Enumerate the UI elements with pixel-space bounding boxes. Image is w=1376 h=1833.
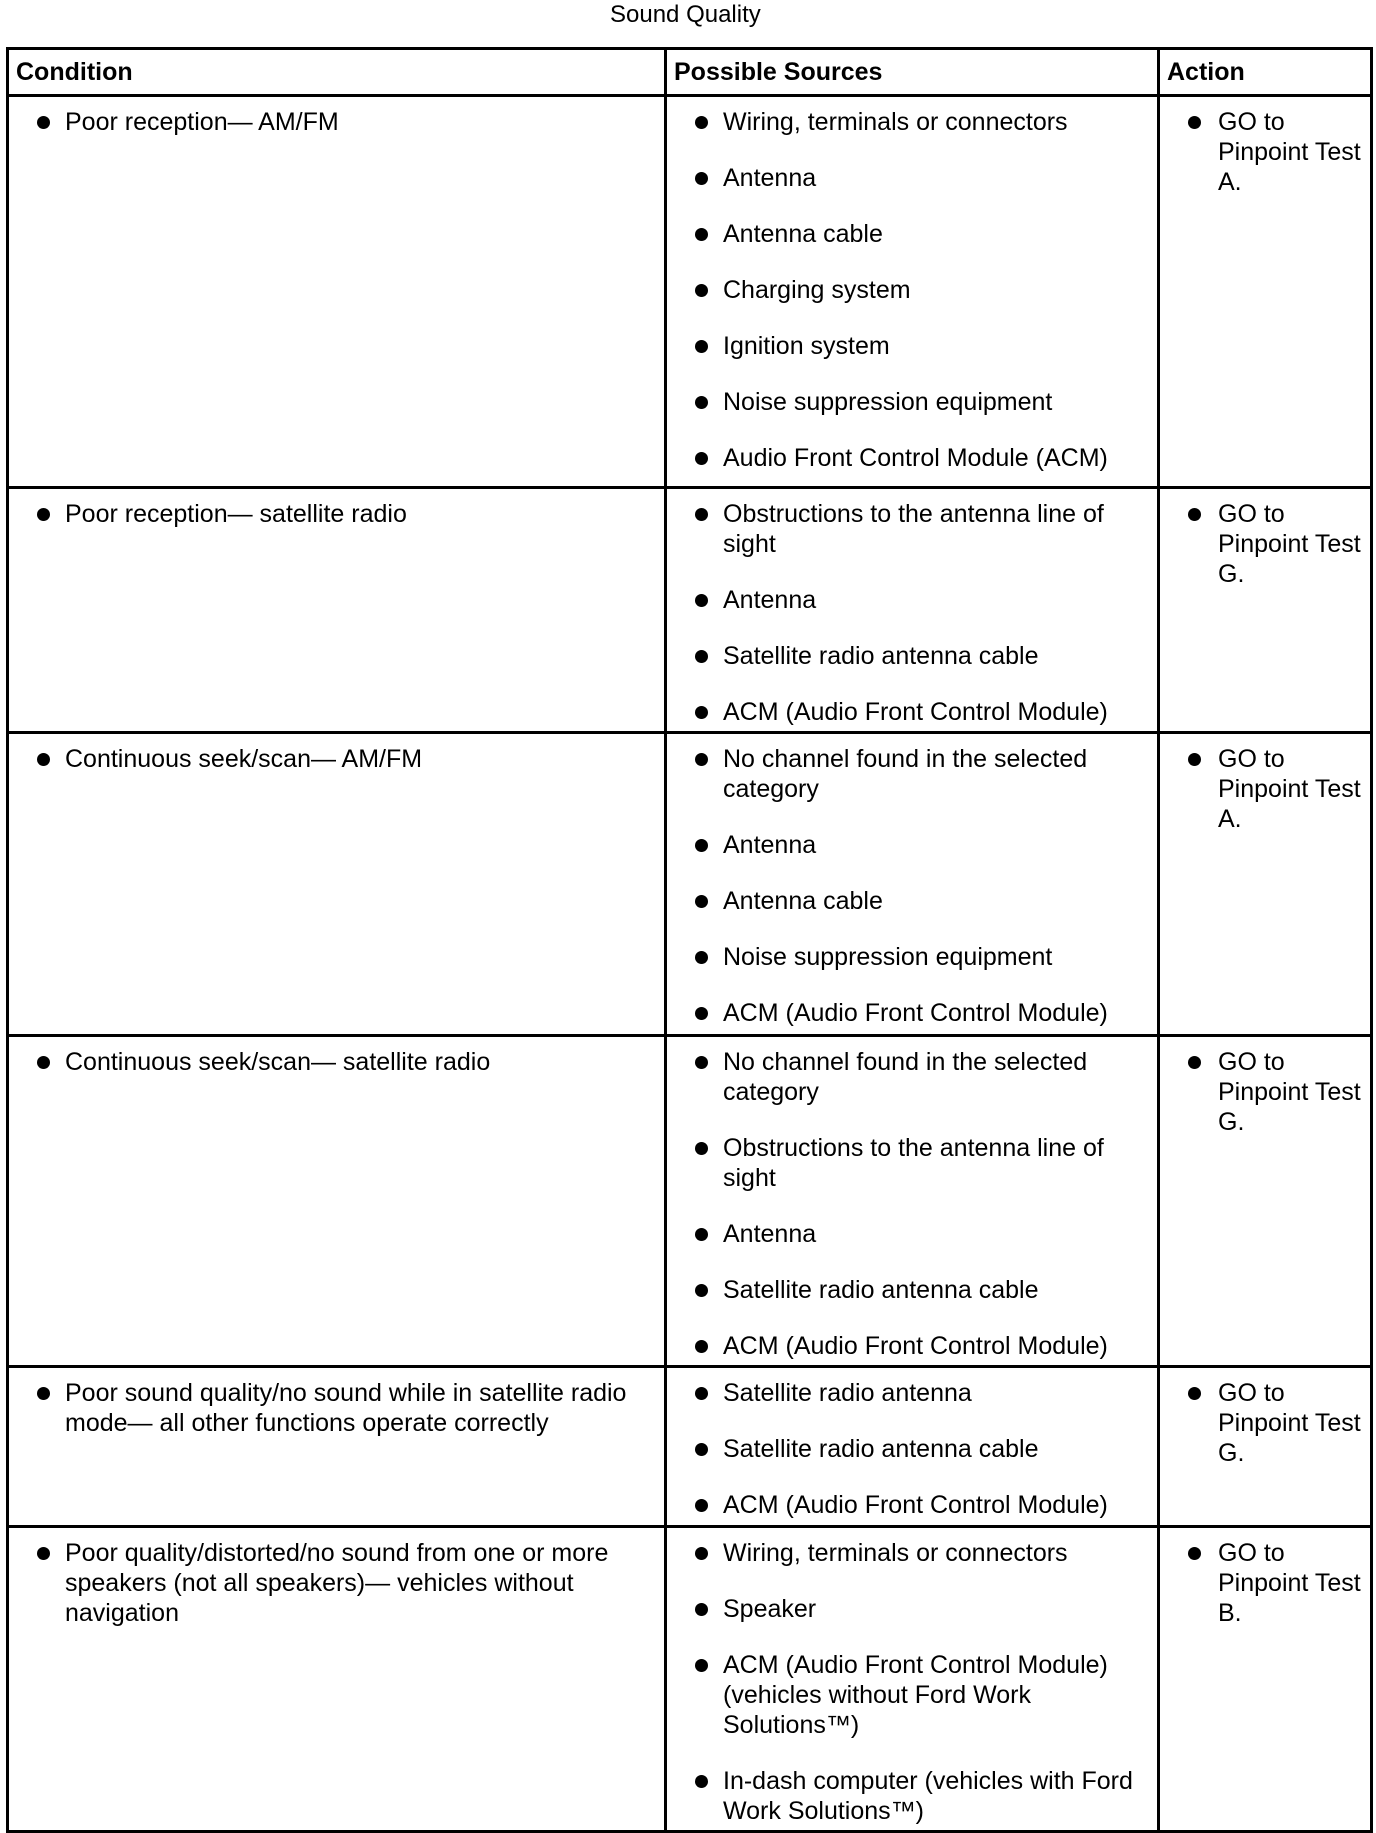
- condition-list: [9, 107, 656, 137]
- condition-text: Poor reception— AM/FM: [9, 107, 656, 137]
- possible-sources-list: [667, 107, 1149, 473]
- table-row: [8, 1527, 1372, 1832]
- possible-sources-list: [667, 744, 1149, 1028]
- condition-list: [9, 1378, 656, 1438]
- table-row: [8, 1367, 1372, 1527]
- header-action: Action: [1159, 49, 1372, 96]
- condition-cell: [8, 733, 666, 1036]
- table-row: [8, 488, 1372, 733]
- condition-cell: [8, 1527, 666, 1832]
- possible-source-item: ACM (Audio Front Control Module): [667, 1331, 1149, 1361]
- condition-list: [9, 1538, 656, 1628]
- possible-source-item: Wiring, terminals or connectors: [667, 107, 1149, 137]
- condition-list: [9, 744, 656, 774]
- action-list: [1160, 1378, 1362, 1468]
- possible-source-item: Antenna: [667, 585, 1149, 615]
- condition-text: Continuous seek/scan— satellite radio: [9, 1047, 656, 1077]
- action-cell: [1159, 1367, 1372, 1527]
- condition-cell: [8, 1036, 666, 1367]
- table-row: [8, 733, 1372, 1036]
- possible-source-item: In-dash computer (vehicles with Ford Work Solutions™): [667, 1766, 1149, 1826]
- table-row: [8, 96, 1372, 488]
- possible-sources-cell: [666, 96, 1159, 488]
- header-possible-sources: Possible Sources: [666, 49, 1159, 96]
- possible-source-item: No channel found in the selected category: [667, 744, 1149, 804]
- condition-text: Poor sound quality/no sound while in satellite radio mode— all other functions operate correctly: [9, 1378, 656, 1438]
- possible-sources-list: [667, 1538, 1149, 1826]
- possible-sources-cell: [666, 1527, 1159, 1832]
- possible-sources-cell: [666, 1036, 1159, 1367]
- possible-source-item: Noise suppression equipment: [667, 387, 1149, 417]
- possible-source-item: Obstructions to the antenna line of sight: [667, 499, 1149, 559]
- possible-source-item: Antenna: [667, 830, 1149, 860]
- action-text: GO to Pinpoint Test A.: [1160, 107, 1362, 197]
- possible-source-item: No channel found in the selected category: [667, 1047, 1149, 1107]
- action-text: GO to Pinpoint Test B.: [1160, 1538, 1362, 1628]
- possible-source-item: Charging system: [667, 275, 1149, 305]
- possible-source-item: Antenna: [667, 1219, 1149, 1249]
- action-list: [1160, 1538, 1362, 1628]
- action-cell: [1159, 96, 1372, 488]
- possible-source-item: Audio Front Control Module (ACM): [667, 443, 1149, 473]
- condition-cell: [8, 488, 666, 733]
- action-cell: [1159, 1527, 1372, 1832]
- action-list: [1160, 1047, 1362, 1137]
- condition-text: Continuous seek/scan— AM/FM: [9, 744, 656, 774]
- action-cell: [1159, 488, 1372, 733]
- possible-source-item: Satellite radio antenna cable: [667, 641, 1149, 671]
- possible-sources-cell: [666, 488, 1159, 733]
- possible-source-item: Antenna cable: [667, 219, 1149, 249]
- table-row: [8, 1036, 1372, 1367]
- table-header-row: [8, 49, 1372, 96]
- possible-source-item: Satellite radio antenna cable: [667, 1275, 1149, 1305]
- action-text: GO to Pinpoint Test G.: [1160, 499, 1362, 589]
- condition-list: [9, 499, 656, 529]
- sound-quality-table: [6, 47, 1373, 1833]
- possible-source-item: Satellite radio antenna cable: [667, 1434, 1149, 1464]
- action-list: [1160, 744, 1362, 834]
- possible-source-item: Satellite radio antenna: [667, 1378, 1149, 1408]
- possible-source-item: Ignition system: [667, 331, 1149, 361]
- possible-sources-cell: [666, 733, 1159, 1036]
- possible-sources-list: [667, 499, 1149, 727]
- action-cell: [1159, 1036, 1372, 1367]
- table-body: [8, 96, 1372, 1832]
- page-title: Sound Quality: [610, 1, 761, 28]
- possible-sources-list: [667, 1047, 1149, 1361]
- possible-sources-list: [667, 1378, 1149, 1520]
- possible-source-item: ACM (Audio Front Control Module): [667, 998, 1149, 1028]
- condition-list: [9, 1047, 656, 1077]
- possible-source-item: Obstructions to the antenna line of sight: [667, 1133, 1149, 1193]
- possible-source-item: Noise suppression equipment: [667, 942, 1149, 972]
- action-list: [1160, 499, 1362, 589]
- action-text: GO to Pinpoint Test A.: [1160, 744, 1362, 834]
- possible-source-item: Wiring, terminals or connectors: [667, 1538, 1149, 1568]
- action-text: GO to Pinpoint Test G.: [1160, 1047, 1362, 1137]
- condition-cell: [8, 96, 666, 488]
- possible-source-item: ACM (Audio Front Control Module): [667, 1490, 1149, 1520]
- condition-cell: [8, 1367, 666, 1527]
- possible-source-item: Speaker: [667, 1594, 1149, 1624]
- action-list: [1160, 107, 1362, 197]
- possible-source-item: Antenna cable: [667, 886, 1149, 916]
- possible-source-item: ACM (Audio Front Control Module): [667, 697, 1149, 727]
- condition-text: Poor quality/distorted/no sound from one or more speakers (not all speakers)— vehicles without navigation: [9, 1538, 656, 1628]
- possible-sources-cell: [666, 1367, 1159, 1527]
- possible-source-item: Antenna: [667, 163, 1149, 193]
- condition-text: Poor reception— satellite radio: [9, 499, 656, 529]
- action-text: GO to Pinpoint Test G.: [1160, 1378, 1362, 1468]
- action-cell: [1159, 733, 1372, 1036]
- header-condition: Condition: [8, 49, 666, 96]
- possible-source-item: ACM (Audio Front Control Module) (vehicles without Ford Work Solutions™): [667, 1650, 1149, 1740]
